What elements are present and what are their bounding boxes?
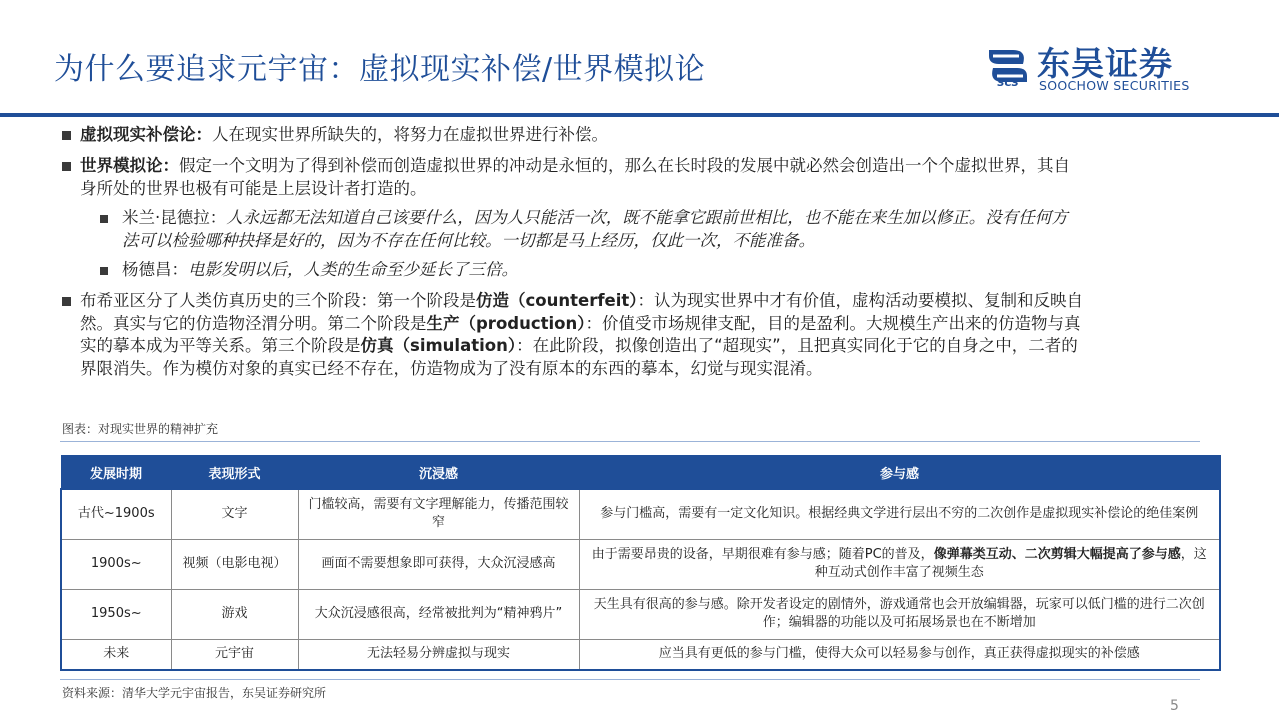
bullet-text: 然。真实与它的仿造物泾渭分明。第二个阶段是 bbox=[80, 313, 427, 333]
bullet-text-line: 界限消失。作为模仿对象的真实已经不存在，仿造物成为了没有原本的东西的摹本，幻觉与现实混淆。 bbox=[80, 358, 823, 378]
quote-edward-yang bbox=[122, 259, 518, 282]
header-participation: 参与感 bbox=[579, 456, 1220, 490]
table-row bbox=[61, 639, 1220, 670]
logo-mark-text: SCS bbox=[997, 78, 1019, 89]
quote-kundera bbox=[122, 207, 1222, 252]
company-logo bbox=[983, 40, 1213, 96]
cell-form: 文字 bbox=[171, 489, 298, 539]
bullet-square-icon bbox=[62, 131, 71, 140]
cell-form: 游戏 bbox=[171, 589, 298, 639]
footer-divider bbox=[60, 679, 1200, 680]
cell-participation: 参与门槛高，需要有一定文化知识。根据经典文学进行层出不穷的二次创作是虚拟现实补偿论的绝佳案例 bbox=[579, 489, 1220, 539]
cell-immersion: 画面不需要想象即可获得，大众沉浸感高 bbox=[298, 539, 579, 589]
stage-simulation: 仿真（simulation） bbox=[360, 336, 517, 355]
cell-form: 视频（电影电视） bbox=[171, 539, 298, 589]
bullet-square-icon bbox=[62, 162, 71, 171]
cell-immersion: 无法轻易分辨虚拟与现实 bbox=[298, 639, 579, 670]
cell-text: 由于需要昂贵的设备，早期很难有参与感；随着PC的普及， bbox=[591, 547, 934, 562]
header-immersion: 沉浸感 bbox=[298, 456, 579, 490]
chart-caption: 图表：对现实世界的精神扩充 bbox=[62, 422, 219, 436]
cell-immersion: 大众沉浸感很高，经常被批判为“精神鸦片” bbox=[298, 589, 579, 639]
sub-bullet-square-icon bbox=[100, 267, 108, 275]
bullet-label: 世界模拟论： bbox=[80, 156, 179, 175]
table-row bbox=[61, 589, 1220, 639]
page-title: 为什么要追求元宇宙：虚拟现实补偿/世界模拟论 bbox=[54, 52, 706, 87]
bullet-text: 人在现实世界所缺失的，将努力在虚拟世界进行补偿。 bbox=[212, 125, 608, 144]
sub-bullet-square-icon bbox=[100, 215, 108, 223]
logo-english-name: SOOCHOW SECURITIES bbox=[1039, 78, 1190, 93]
table-header-row bbox=[61, 456, 1220, 490]
quote-text: 电影发明以后，人类的生命至少延长了三倍。 bbox=[188, 260, 518, 279]
cell-period: 未来 bbox=[61, 639, 171, 670]
cell-period: 1900s~ bbox=[61, 539, 171, 589]
stage-production: 生产（production） bbox=[426, 313, 586, 333]
table-row bbox=[61, 539, 1220, 589]
quote-text-line: 法可以检验哪种抉择是好的，因为不存在任何比较。一切都是马上经历，仅此一次，不能准备。 bbox=[122, 230, 815, 250]
quote-author: 米兰·昆德拉： bbox=[122, 208, 227, 227]
cell-text: ，这种互动式创作丰富了视频生态 bbox=[814, 547, 1207, 580]
header-form: 表现形式 bbox=[171, 456, 298, 490]
bullet-text: ：认为现实世界中才有价值，虚构活动要模拟、复制和反映自 bbox=[637, 291, 1083, 310]
cell-immersion: 门槛较高，需要有文字理解能力，传播范围较窄 bbox=[298, 489, 579, 539]
bullet-compensation-theory bbox=[80, 124, 608, 147]
bullet-baudrillard-stages bbox=[80, 290, 1220, 380]
cell-participation bbox=[579, 539, 1220, 589]
logo-chinese-name: 东吴证券 bbox=[1037, 44, 1173, 83]
bullet-label: 虚拟现实补偿论： bbox=[80, 125, 212, 144]
caption-divider bbox=[60, 441, 1200, 442]
bullet-text: 布希亚区分了人类仿真历史的三个阶段：第一个阶段是 bbox=[80, 291, 476, 310]
stage-counterfeit: 仿造（counterfeit） bbox=[476, 291, 638, 310]
page-number: 5 bbox=[1170, 698, 1179, 714]
bullet-text-line: 假定一个文明为了得到补偿而创造虚拟世界的冲动是永恒的，那么在长时段的发展中就必然会创造出一个个虚拟世界，其自 bbox=[179, 156, 1070, 175]
bullet-text-line: 身所处的世界也极有可能是上层设计者打造的。 bbox=[80, 178, 427, 198]
source-note: 资料来源：清华大学元宇宙报告，东吴证券研究所 bbox=[62, 686, 327, 700]
spiritual-expansion-table bbox=[60, 455, 1221, 671]
bullet-text: ：价值受市场规律支配，目的是盈利。大规模生产出来的仿造物与真 bbox=[585, 313, 1081, 333]
table-row bbox=[61, 489, 1220, 539]
bullet-simulation-theory bbox=[80, 155, 1220, 200]
bullet-text: ：在此阶段，拟像创造出了“超现实”，且把真实同化于它的自身之中，二者的 bbox=[516, 336, 1078, 355]
quote-author: 杨德昌： bbox=[122, 260, 188, 279]
cell-form: 元宇宙 bbox=[171, 639, 298, 670]
quote-text-line: 人永远都无法知道自己该要什么，因为人只能活一次，既不能拿它跟前世相比，也不能在来生加以修正。没有任何方 bbox=[226, 208, 1068, 227]
header-period: 发展时期 bbox=[61, 456, 171, 490]
header-divider bbox=[0, 113, 1279, 117]
bullet-square-icon bbox=[62, 297, 71, 306]
cell-period: 1950s~ bbox=[61, 589, 171, 639]
cell-participation: 天生具有很高的参与感。除开发者设定的剧情外，游戏通常也会开放编辑器，玩家可以低门槛的进行二次创作；编辑器的功能以及可拓展场景也在不断增加 bbox=[579, 589, 1220, 639]
cell-participation: 应当具有更低的参与门槛，使得大众可以轻易参与创作，真正获得虚拟现实的补偿感 bbox=[579, 639, 1220, 670]
cell-period: 古代~1900s bbox=[61, 489, 171, 539]
bullet-text: 实的摹本成为平等关系。第三个阶段是 bbox=[80, 336, 361, 355]
cell-text-bold: 像弹幕类互动、二次剪辑大幅提高了参与感 bbox=[933, 547, 1181, 562]
